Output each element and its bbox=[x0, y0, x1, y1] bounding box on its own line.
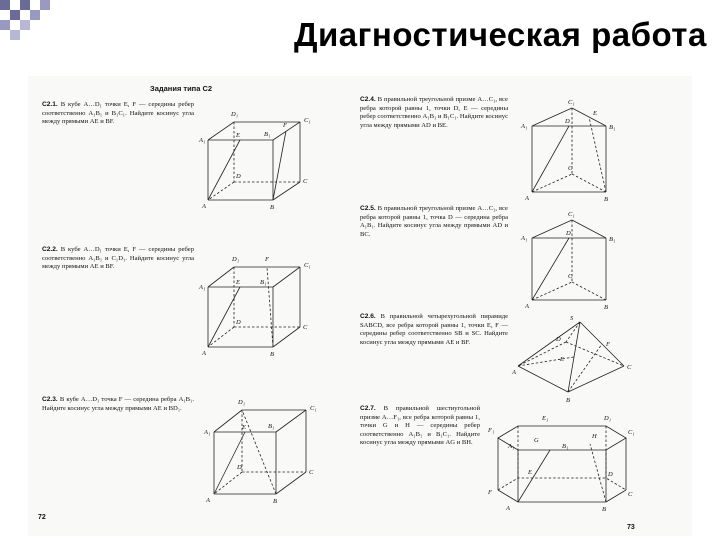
vertex-label: C bbox=[303, 178, 308, 185]
vertex-label: B₁ bbox=[260, 279, 267, 286]
vertex-label: A bbox=[506, 505, 510, 512]
vertex-label: A bbox=[525, 195, 529, 202]
vertex-label: A bbox=[206, 497, 210, 504]
vertex-label: E bbox=[528, 469, 532, 476]
vertex-label: E₁ bbox=[542, 415, 549, 422]
vertex-label: B bbox=[270, 204, 274, 211]
cube-figure-2 bbox=[198, 251, 328, 363]
vertex-label: A bbox=[525, 303, 529, 310]
vertex-label: A bbox=[512, 369, 516, 376]
problem-number: C2.6. bbox=[360, 313, 376, 320]
vertex-label: G bbox=[534, 437, 539, 444]
vertex-label: A₁ bbox=[521, 123, 528, 130]
problem-text: В кубе A…D₁ точки E, F — середины ребер соответственно A₁B₁ и B₁C₁. Найдите косинус угла между прямыми AE и BF. bbox=[42, 101, 194, 126]
problem-number: C2.7. bbox=[360, 405, 376, 412]
vertex-label: B₁ bbox=[264, 131, 271, 138]
vertex-label: A bbox=[202, 203, 206, 210]
vertex-label: A₁ bbox=[199, 284, 206, 291]
problem-c2-4 bbox=[360, 96, 508, 130]
vertex-label: D bbox=[236, 319, 241, 326]
vertex-label: C bbox=[303, 324, 308, 331]
vertex-label: A bbox=[202, 350, 206, 357]
triangular-prism-figure-2 bbox=[518, 206, 630, 310]
problem-text: В правильной четырехугольной пирамиде SABCD, все ребра которой равны 1, точки E, F — середины ребер соответственно SB и SC. Найдите косинус угла между прямыми AE и BF. bbox=[360, 313, 508, 346]
vertex-label: D₁ bbox=[604, 415, 611, 422]
vertex-label: D bbox=[565, 118, 570, 125]
problem-text: В кубе A…D₁ точки E, F — середины ребер соответственно A₁B₁ и C₁D₁. Найдите косинус угла между прямыми AE и BF. bbox=[42, 246, 194, 271]
vertex-label: F bbox=[606, 341, 610, 348]
pyramid-figure bbox=[512, 312, 640, 404]
slide-title: Диагностическая работа bbox=[294, 16, 707, 53]
cube-figure-1 bbox=[198, 104, 328, 214]
vertex-label: D bbox=[237, 464, 242, 471]
problem-number: C2.2. bbox=[42, 246, 58, 253]
vertex-label: B₁ bbox=[609, 124, 616, 131]
vertex-label: E bbox=[560, 356, 564, 363]
vertex-label: D bbox=[566, 230, 571, 237]
section-heading: Задания типа C2 bbox=[150, 84, 213, 93]
vertex-label: C bbox=[568, 273, 573, 280]
problem-text: В правильной треугольной призме A…C₁, все ребра которой равны 1, точка D — середина ребра A₁B₁. Найдите косинус угла между прямыми AD и BC. bbox=[360, 205, 508, 238]
vertex-label: F₁ bbox=[488, 427, 495, 434]
vertex-label: C bbox=[309, 469, 314, 476]
cube-figure-3 bbox=[198, 396, 328, 508]
hexagonal-prism-figure bbox=[486, 404, 636, 516]
vertex-label: D bbox=[608, 471, 613, 478]
vertex-label: B₁ bbox=[609, 236, 616, 243]
vertex-label: D bbox=[236, 173, 241, 180]
problem-text: В правильной треугольной призме A…C₁, все ребра которой равны 1, точки D, E — середины ребер соответственно A₁B₁ и B₁C₁. Найдите косинус угла между прямыми AD и BE. bbox=[360, 96, 508, 129]
vertex-label: A₁ bbox=[521, 235, 528, 242]
page-number-right: 73 bbox=[627, 524, 635, 531]
checker-decoration bbox=[0, 0, 60, 40]
vertex-label: C₁ bbox=[304, 117, 311, 124]
triangular-prism-figure-1 bbox=[518, 96, 630, 206]
vertex-label: B bbox=[270, 351, 274, 358]
page-number-left: 72 bbox=[38, 514, 46, 521]
vertex-label: B bbox=[273, 498, 277, 505]
vertex-label: C₁ bbox=[568, 99, 575, 106]
vertex-label: D₁ bbox=[232, 256, 239, 263]
problem-c2-6 bbox=[360, 313, 508, 347]
problem-c2-5 bbox=[360, 205, 508, 239]
problem-c2-2 bbox=[42, 246, 194, 272]
vertex-label: E bbox=[593, 110, 597, 117]
vertex-label: C₁ bbox=[568, 211, 575, 218]
vertex-label: D₁ bbox=[238, 399, 245, 406]
vertex-label: S bbox=[570, 315, 574, 322]
problem-c2-7 bbox=[360, 405, 480, 448]
vertex-label: B bbox=[604, 196, 608, 203]
vertex-label: E bbox=[236, 132, 240, 139]
problem-text: В кубе A…D₁ точка F — середина ребра A₁B₁. Найдите косинус угла между прямыми AE и BD₁. bbox=[42, 396, 194, 412]
vertex-label: H bbox=[592, 433, 597, 440]
vertex-label: F bbox=[488, 489, 492, 496]
vertex-label: B bbox=[604, 304, 608, 311]
vertex-label: B bbox=[566, 397, 570, 404]
vertex-label: B₁ bbox=[562, 443, 569, 450]
problem-number: C2.1. bbox=[42, 101, 58, 108]
vertex-label: B₁ bbox=[268, 423, 275, 430]
vertex-label: E bbox=[236, 279, 240, 286]
vertex-label: F bbox=[265, 256, 269, 263]
problem-text: В правильной шестиугольной призме A…F₁, все ребра которой равны 1, точки G и H — середины ребер соответственно A₁B₁ и B₁C₁. Найдите косинус угла между прямыми AG и BH. bbox=[360, 405, 480, 447]
problem-number: C2.5. bbox=[360, 205, 376, 212]
vertex-label: A₁ bbox=[204, 429, 211, 436]
vertex-label: C bbox=[627, 364, 632, 371]
vertex-label: E bbox=[242, 424, 246, 431]
vertex-label: A₁ bbox=[199, 137, 206, 144]
vertex-label: C₁ bbox=[628, 429, 635, 436]
vertex-label: C bbox=[628, 491, 633, 498]
vertex-label: D₁ bbox=[231, 111, 238, 118]
problem-number: C2.3. bbox=[42, 396, 58, 403]
vertex-label: C₁ bbox=[304, 262, 311, 269]
problem-c2-1 bbox=[42, 101, 194, 127]
problem-c2-3 bbox=[42, 396, 194, 413]
vertex-label: F bbox=[283, 122, 287, 129]
vertex-label: C bbox=[568, 165, 573, 172]
vertex-label: D bbox=[556, 336, 561, 343]
vertex-label: A₁ bbox=[508, 443, 515, 450]
vertex-label: B bbox=[602, 506, 606, 513]
vertex-label: C₁ bbox=[310, 405, 317, 412]
problem-number: C2.4. bbox=[360, 96, 376, 103]
